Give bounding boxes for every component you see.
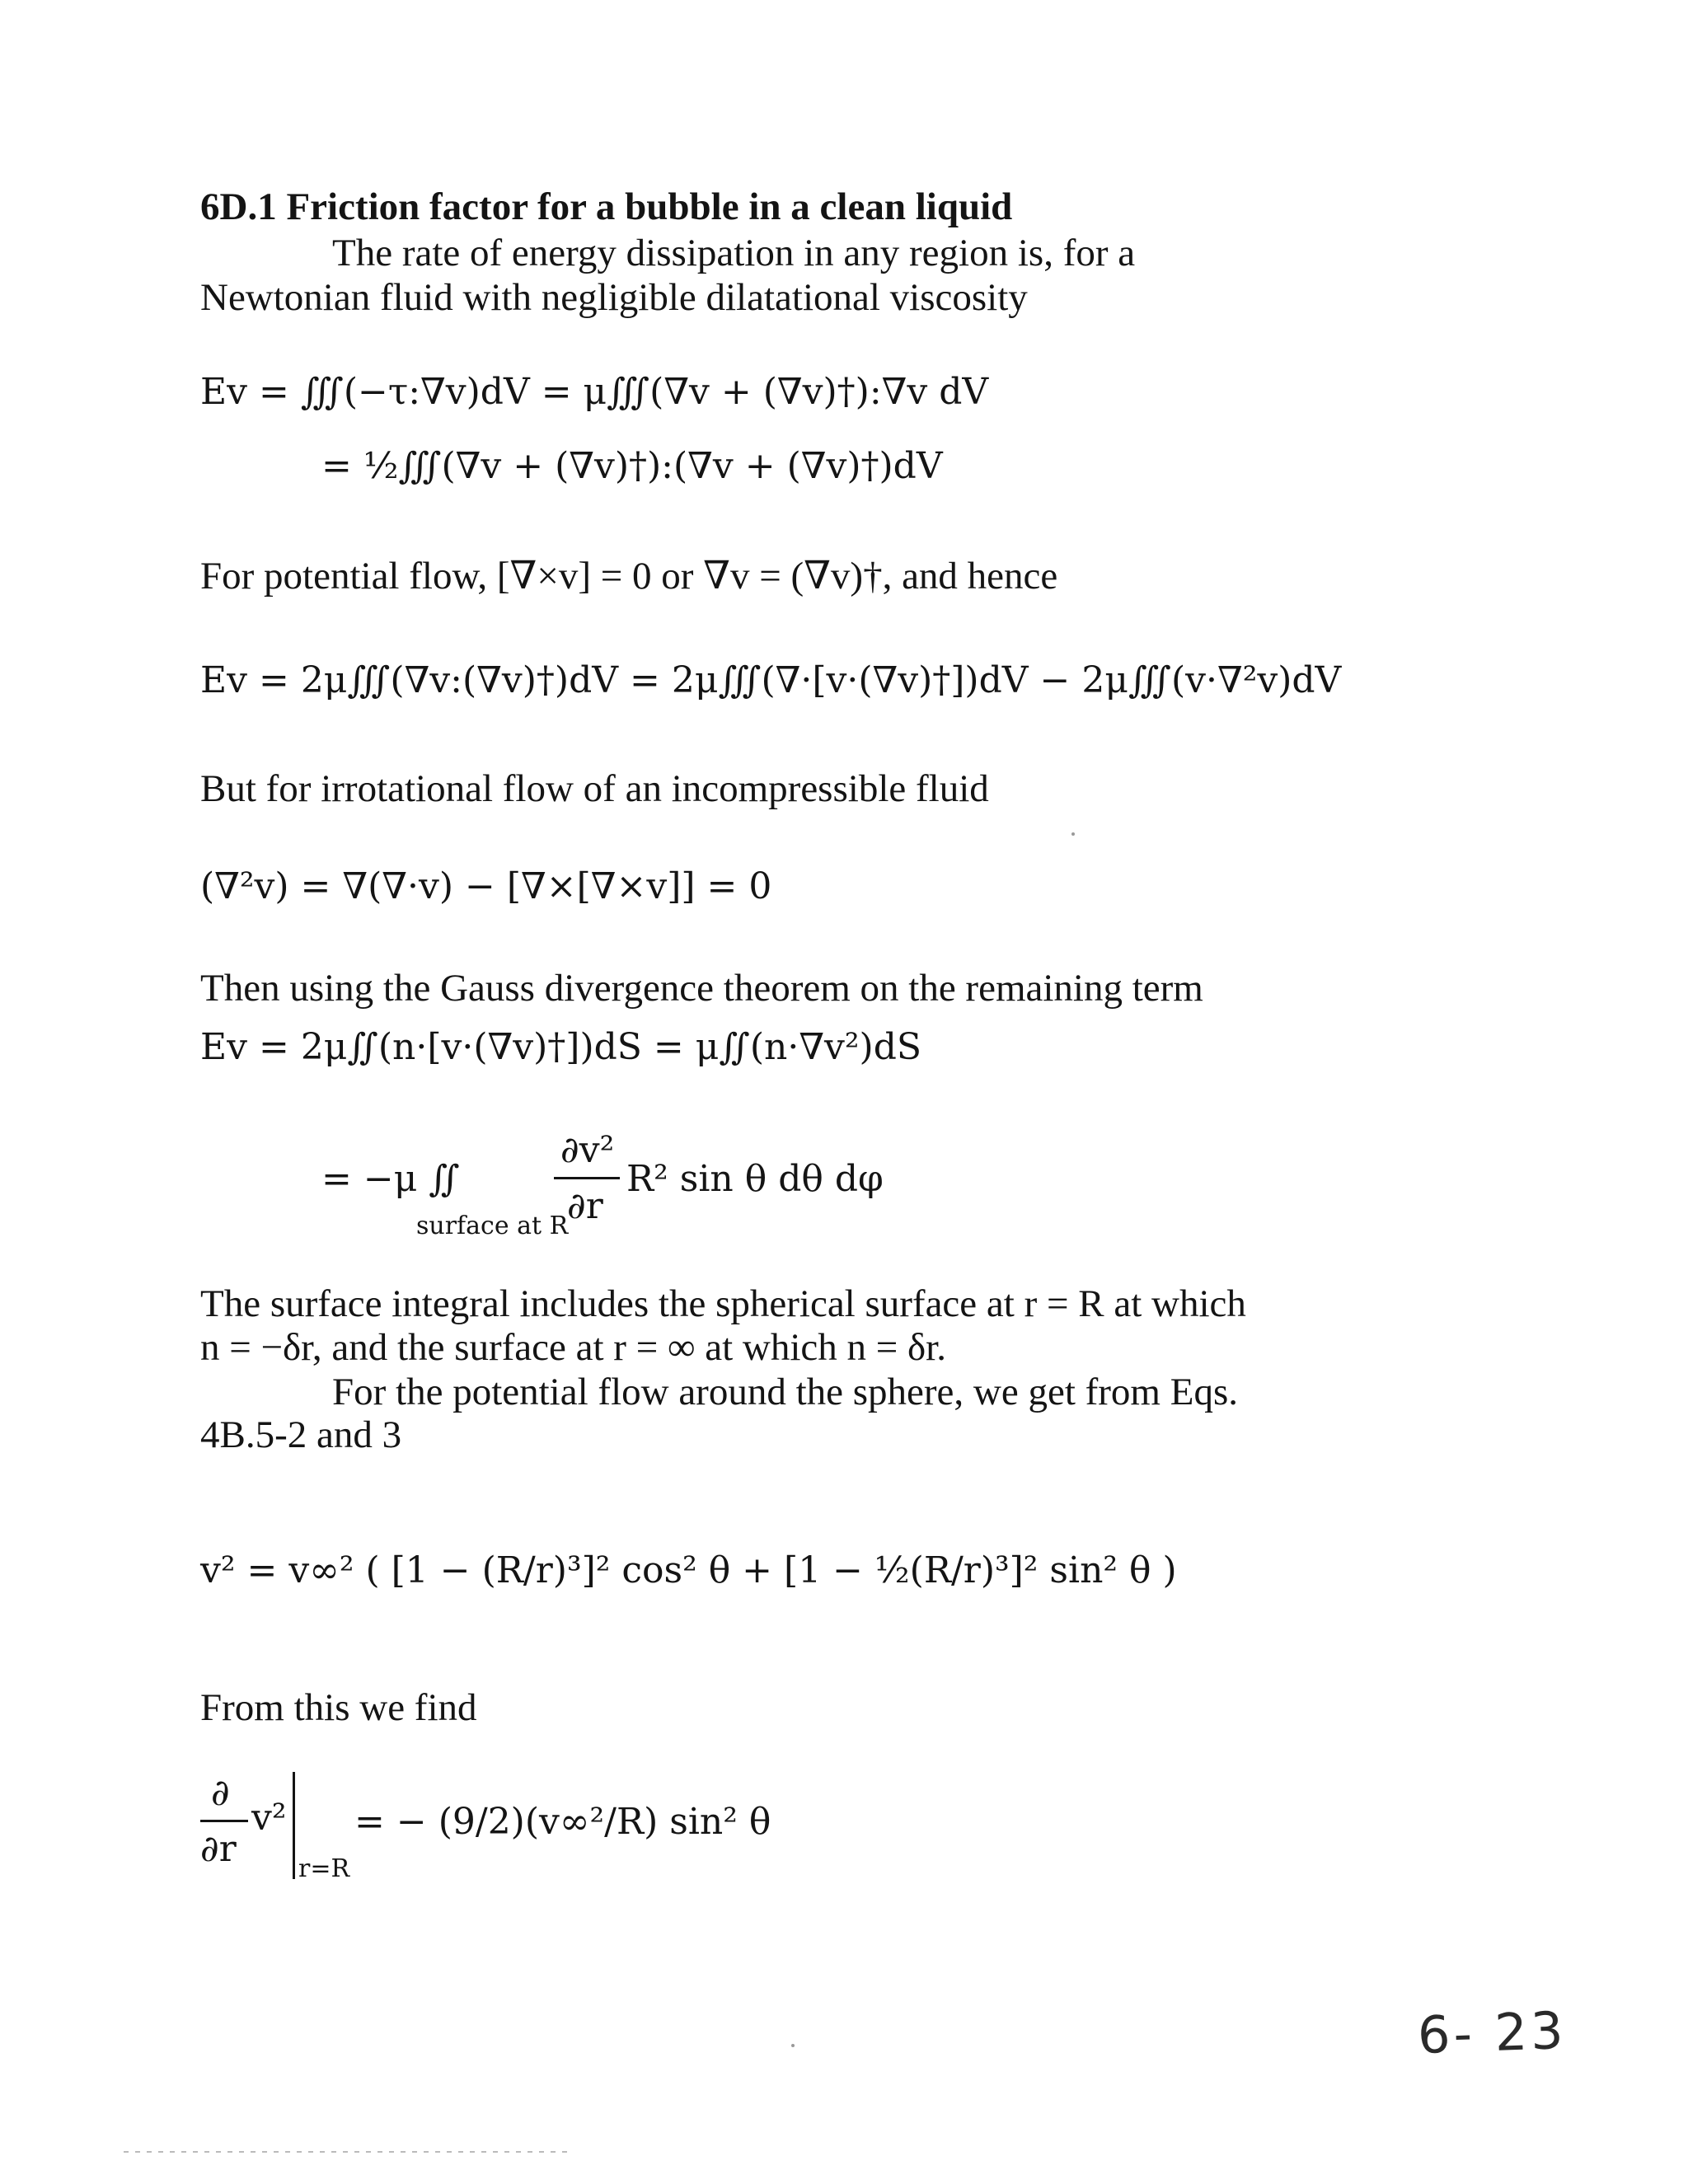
derivative-variable: v² — [251, 1797, 287, 1839]
derivative-evaluation-point: r=R — [298, 1854, 350, 1883]
evaluation-bar — [293, 1772, 295, 1879]
fraction-bar — [554, 1177, 620, 1179]
derivative-fraction-bar — [200, 1820, 248, 1822]
derivative-result: = − (9/2)(v∞²/R) sin² θ — [354, 1801, 771, 1843]
intro-line-2: Newtonian fluid with negligible dilatational viscosity — [200, 276, 1028, 319]
scan-speck — [791, 2044, 795, 2047]
surface-integral-denominator: ∂r — [567, 1185, 603, 1227]
surface-text-line-1: The surface integral includes the spherical surface at r = R at which — [200, 1282, 1246, 1325]
find-text: From this we find — [200, 1686, 477, 1729]
equation-ev-surface: Ev = 2μ∬(n·[v·(∇v)†])dS = μ∬(n·∇v²)dS — [200, 1026, 922, 1068]
surface-text-line-2: n = −δr, and the surface at r = ∞ at which n = δr. — [200, 1326, 946, 1369]
scan-speck — [1071, 832, 1075, 836]
equation-ev-symmetric: = ½∭(∇v + (∇v)†):(∇v + (∇v)†)dV — [321, 445, 943, 487]
intro-line-1: The rate of energy dissipation in any region is, for a — [332, 232, 1136, 274]
derivative-numerator: ∂ — [211, 1772, 230, 1814]
surface-integral-numerator: ∂v² — [560, 1129, 615, 1171]
surface-integral-rest: R² sin θ dθ dφ — [626, 1158, 884, 1200]
page-number: 6- 23 — [1416, 1999, 1568, 2066]
sphere-text-line-2: 4B.5-2 and 3 — [200, 1413, 402, 1456]
surface-integral-left: = −μ ∬ — [321, 1158, 460, 1200]
irrotational-text: But for irrotational flow of an incompressible fluid — [200, 767, 989, 810]
equation-velocity-squared: v² = v∞² ( [1 − (R/r)³]² cos² θ + [1 − ½(R/r)³]² sin² θ ) — [200, 1549, 1177, 1591]
equation-laplacian: (∇²v) = ∇(∇·v) − [∇×[∇×v]] = 0 — [200, 865, 772, 907]
sphere-text-line-1: For the potential flow around the sphere, we get from Eqs. — [332, 1371, 1238, 1413]
scan-edge-artifact — [124, 2151, 569, 2153]
derivative-denominator: ∂r — [200, 1828, 237, 1870]
section-heading: 6D.1 Friction factor for a bubble in a clean liquid — [200, 185, 1013, 228]
equation-ev-potential: Ev = 2μ∭(∇v:(∇v)†)dV = 2μ∭(∇·[v·(∇v)†])dV − 2μ∭(v·∇²v)dV — [200, 659, 1342, 701]
equation-ev-definition: Ev = ∭(−τ:∇v)dV = μ∭(∇v + (∇v)†):∇v dV — [200, 371, 989, 413]
potential-flow-text: For potential flow, [∇×v] = 0 or ∇v = (∇v)†, and hence — [200, 555, 1058, 598]
surface-integral-subscript: surface at R — [416, 1212, 569, 1240]
gauss-text: Then using the Gauss divergence theorem on the remaining term — [200, 967, 1203, 1010]
